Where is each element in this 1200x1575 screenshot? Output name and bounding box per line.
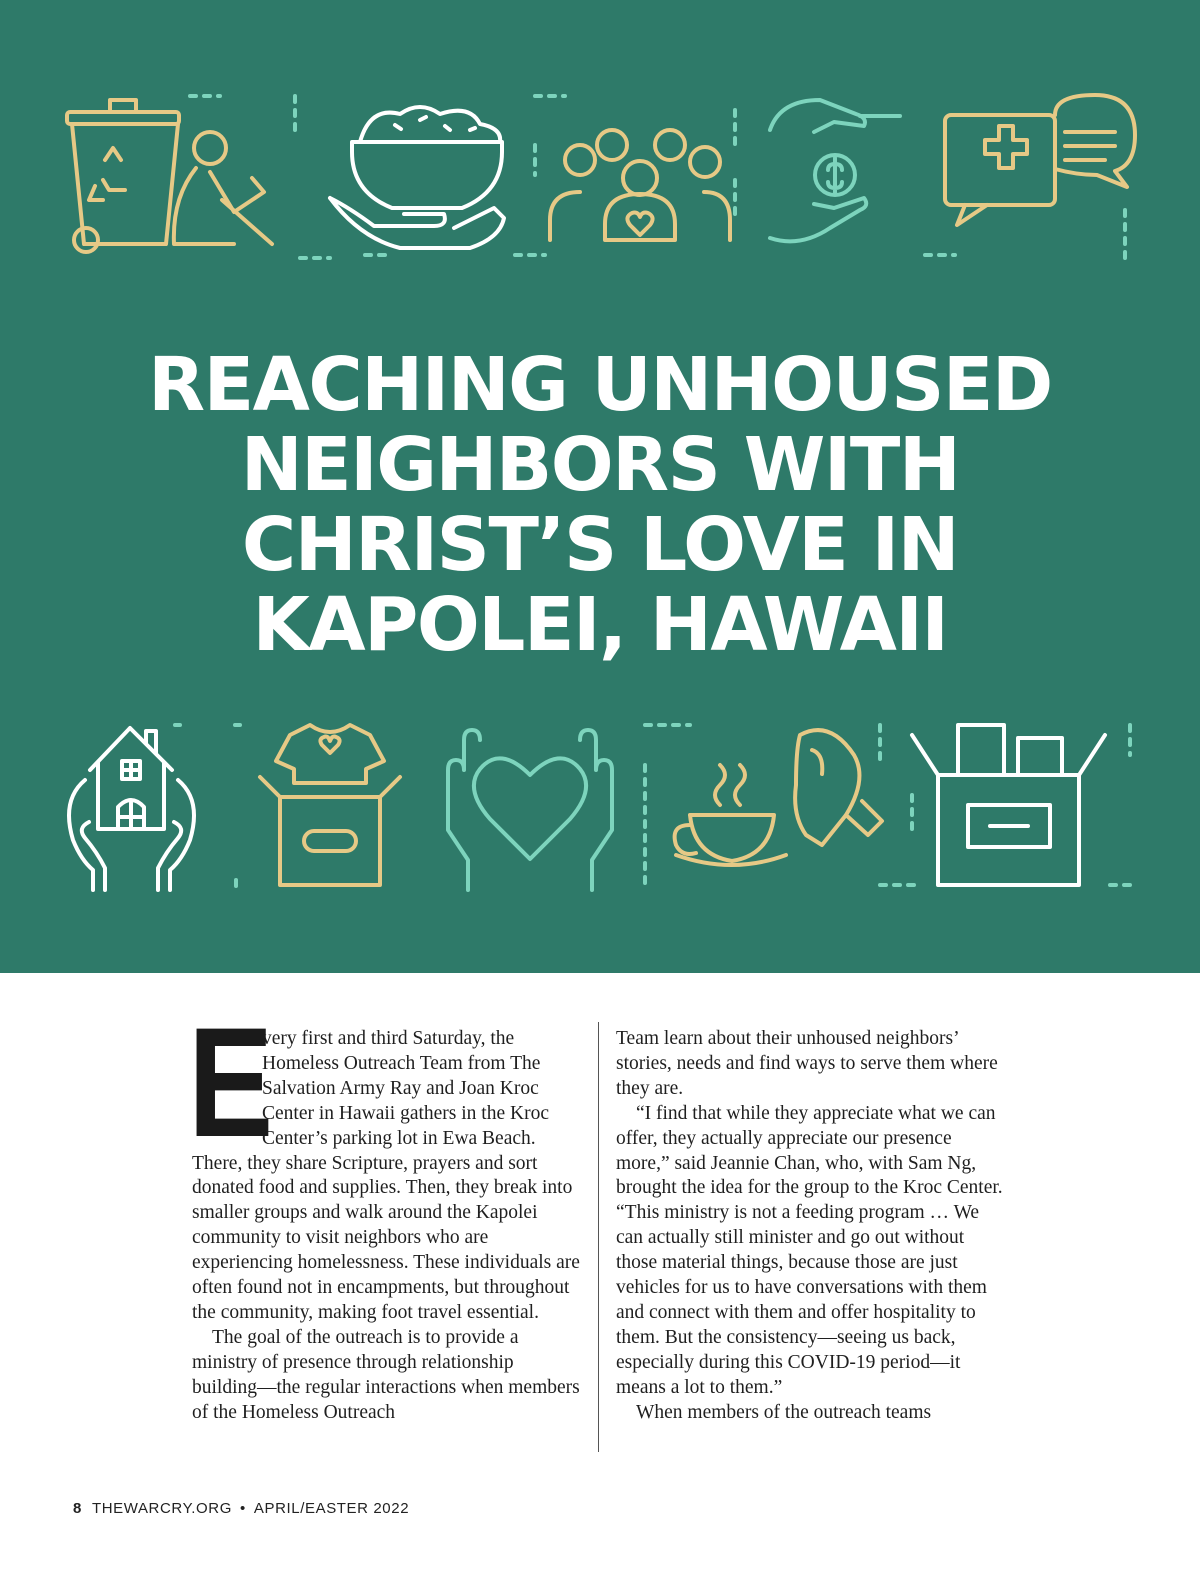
issue-date: APRIL/EASTER 2022 (253, 1500, 410, 1517)
page-number: 8 (73, 1500, 82, 1517)
food-bowl-hand-icon (330, 107, 504, 248)
article-column-right (616, 1027, 1006, 1426)
site-name: THEWARCRY.ORG (91, 1500, 232, 1517)
article-paragraph: When members of the outreach teams (636, 1401, 932, 1423)
article-column-left (188, 996, 582, 1426)
coffee-glove-icon (675, 730, 882, 865)
top-icon-row (0, 90, 1200, 290)
community-heart-icon (550, 130, 730, 240)
dollar-hands-icon (770, 100, 900, 241)
page-footer (73, 1500, 409, 1517)
heart-hands-icon (448, 730, 612, 890)
column-divider (598, 1022, 599, 1452)
article-paragraph (188, 996, 582, 1326)
paragraph-text: very first and third Saturday, the Homeless Outreach Team from The Salvation Army Ray and Joan Kroc Center in Hawaii gathers in the Kroc Center’s parking lot in Ewa Beach. There, they share Scripture, prayers and sort donated food and supplies. Then, they break into smaller groups and walk around the Kapolei community to visit neighbors who are experiencing homelessness. These individuals are often found not in encampments, but throughout the community, making foot travel essential. (192, 1028, 580, 1323)
footer-separator: • (240, 1500, 246, 1517)
drop-cap: E (188, 996, 274, 1170)
article-paragraph: The goal of the outreach is to provide a ministry of presence through relationship building—the regular interactions when members of the Homeless Outreach (192, 1326, 580, 1423)
house-hands-icon (69, 728, 194, 890)
article-headline: REACHING UNHOUSED NEIGHBORS WITH CHRIST’S LOVE IN KAPOLEI, HAWAII (148, 342, 1052, 668)
article-paragraph: Team learn about their unhoused neighbors’ stories, needs and find ways to serve them where they are. (616, 1028, 998, 1099)
supply-box-icon (912, 725, 1105, 885)
clothing-donation-icon (260, 725, 400, 885)
recycle-bin-person-icon (67, 100, 272, 252)
article-paragraph: “I find that while they appreciate what we can offer, they actually appreciate our presence more,” said Jeannie Chan, who, with Sam Ng, brought the idea for the group to the Kroc Center. “This ministry is not a feeding program … We can actually still minister and go out without those material things, because those are just vehicles for us to have conversations with them and connect with them and offer hospitality to them. But the consistency—seeing us back, especially during this COVID-19 period—it means a lot to them.” (616, 1102, 1003, 1398)
bottom-icon-row (0, 705, 1200, 905)
medical-chat-icon (945, 95, 1135, 225)
